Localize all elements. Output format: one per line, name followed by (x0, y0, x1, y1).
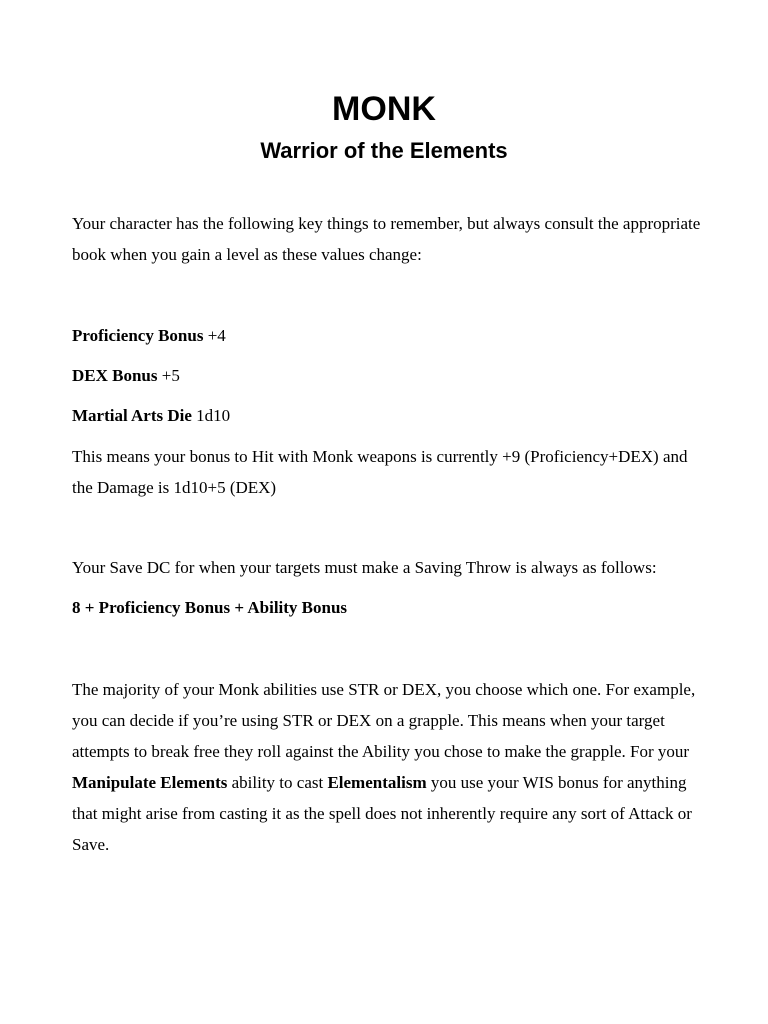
save-formula-text: 8 + Proficiency Bonus + Ability Bonus (72, 598, 348, 617)
page-subtitle: Warrior of the Elements (260, 138, 508, 163)
stat-value: +5 (157, 366, 180, 385)
abilities-paragraph (72, 674, 702, 860)
spell-name-elementalism: Elementalism (327, 773, 427, 792)
abilities-text: The majority of your Monk abilities use STR or DEX, you choose which one. For example, you can decide if you’re using STR or DEX on a grapple. This means when your target attempts to break free they roll against the Ability you chose to make the grapple. For your (72, 680, 696, 761)
stat-martial-arts-die (72, 400, 702, 431)
stat-value: 1d10 (191, 406, 231, 425)
stat-proficiency-bonus (72, 320, 702, 351)
ability-name-manipulate-elements: Manipulate Elements (72, 773, 228, 792)
intro-paragraph: Your character has the following key things to remember, but always consult the appropriate book when you gain a level as these values change: (72, 214, 701, 264)
stat-label: DEX Bonus (72, 366, 158, 385)
page-title: MONK (332, 90, 436, 128)
stat-label: Proficiency Bonus (72, 326, 204, 345)
stat-value: +4 (203, 326, 226, 345)
stat-label: Martial Arts Die (72, 406, 192, 425)
save-dc-paragraph: Your Save DC for when your targets must make a Saving Throw is always as follows: (72, 558, 657, 577)
save-dc-formula (72, 592, 702, 623)
abilities-text: you use your WIS bonus for anything that might arise from casting it as the spell does not inherently require any sort of Attack or Save. (72, 773, 692, 854)
hit-damage-paragraph: This means your bonus to Hit with Monk weapons is currently +9 (Proficiency+DEX) and the Damage is 1d10+5 (DEX) (72, 447, 688, 497)
abilities-text: ability to cast (227, 773, 328, 792)
stat-dex-bonus (72, 360, 702, 391)
